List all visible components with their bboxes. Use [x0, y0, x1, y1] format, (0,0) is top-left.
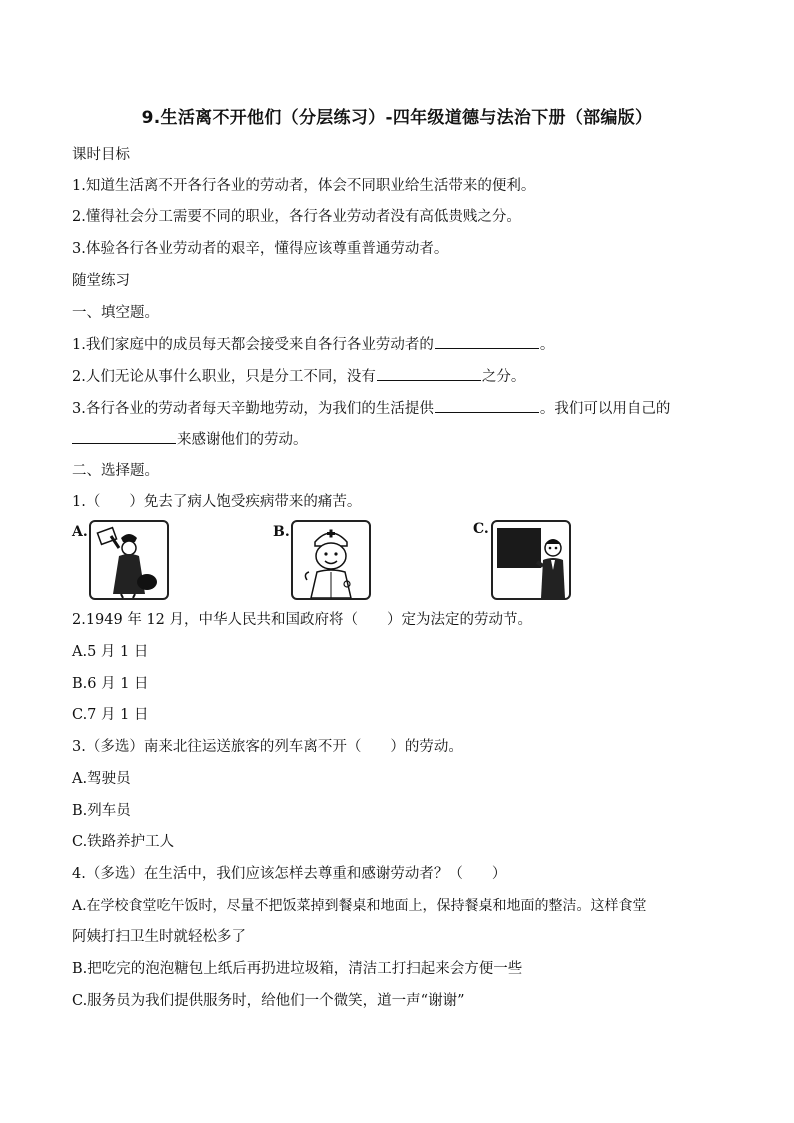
choice-question-3: 3.（多选）南来北往运送旅客的列车离不开（ ）的劳动。	[72, 739, 463, 755]
fill-blank-question-1	[72, 334, 554, 355]
choice-question-1-options	[72, 520, 592, 602]
fill-blank-heading: 一、填空题。	[72, 305, 159, 321]
practice-heading: 随堂练习	[72, 273, 130, 289]
postman-figure-icon[interactable]	[89, 520, 169, 600]
goal-item-3: 3.体验各行各业劳动者的艰辛，懂得应该尊重普通劳动者。	[72, 241, 449, 257]
answer-blank[interactable]	[435, 398, 539, 413]
choice-q4-option-c[interactable]: C.服务员为我们提供服务时，给他们一个微笑，道一声“谢谢”	[72, 993, 465, 1009]
fill-blank-question-2	[72, 366, 525, 387]
question-text: 之分。	[481, 369, 526, 385]
answer-blank[interactable]	[72, 429, 176, 444]
fill-blank-question-3-cont	[72, 429, 308, 450]
answer-blank[interactable]	[435, 334, 539, 349]
choice-q2-option-a[interactable]: A.5 月 1 日	[72, 644, 149, 660]
option-b-label[interactable]: B.	[273, 524, 290, 540]
choice-question-4: 4.（多选）在生活中，我们应该怎样去尊重和感谢劳动者？（ ）	[72, 866, 507, 882]
doctor-figure-icon[interactable]	[291, 520, 371, 600]
choice-q2-option-b[interactable]: B.6 月 1 日	[72, 676, 149, 692]
question-text: 2.人们无论从事什么职业，只是分工不同，没有	[72, 369, 376, 385]
choice-question-2: 2.1949 年 12 月，中华人民共和国政府将（ ）定为法定的劳动节。	[72, 612, 533, 628]
goal-item-1: 1.知道生活离不开各行各业的劳动者，体会不同职业给生活带来的便利。	[72, 178, 536, 194]
answer-blank[interactable]	[377, 366, 481, 381]
choice-q4-option-b[interactable]: B.把吃完的泡泡糖包上纸后再扔进垃圾箱，清洁工打扫起来会方便一些	[72, 961, 523, 977]
question-text: 。	[539, 337, 555, 353]
teacher-figure-icon[interactable]	[491, 520, 571, 600]
page-title: 9.生活离不开他们（分层练习）-四年级道德与法治下册（部编版）	[141, 108, 653, 128]
goal-item-2: 2.懂得社会分工需要不同的职业，各行各业劳动者没有高低贵贱之分。	[72, 209, 521, 225]
choice-question-1: 1.（ ）免去了病人饱受疾病带来的痛苦。	[72, 494, 362, 510]
option-c-label[interactable]: C.	[473, 521, 489, 537]
question-text: 3.各行各业的劳动者每天辛勤地劳动，为我们的生活提供	[72, 401, 434, 417]
goals-heading: 课时目标	[72, 147, 130, 163]
choice-q4-option-a-line1[interactable]: A.在学校食堂吃午饭时，尽量不把饭菜掉到餐桌和地面上，保持餐桌和地面的整洁。这样食堂	[72, 898, 647, 914]
fill-blank-question-3	[72, 398, 670, 419]
question-text: 来感谢他们的劳动。	[177, 432, 308, 448]
choice-q3-option-a[interactable]: A.驾驶员	[72, 771, 131, 787]
choice-q3-option-b[interactable]: B.列车员	[72, 803, 131, 819]
question-text: 1.我们家庭中的成员每天都会接受来自各行各业劳动者的	[72, 337, 434, 353]
choice-heading: 二、选择题。	[72, 463, 159, 479]
option-a-label[interactable]: A.	[72, 524, 88, 540]
choice-q4-option-a-line2[interactable]: 阿姨打扫卫生时就轻松多了	[72, 929, 246, 945]
choice-q3-option-c[interactable]: C.铁路养护工人	[72, 834, 175, 850]
question-text: 。我们可以用自己的	[539, 401, 671, 417]
choice-q2-option-c[interactable]: C.7 月 1 日	[72, 707, 149, 723]
